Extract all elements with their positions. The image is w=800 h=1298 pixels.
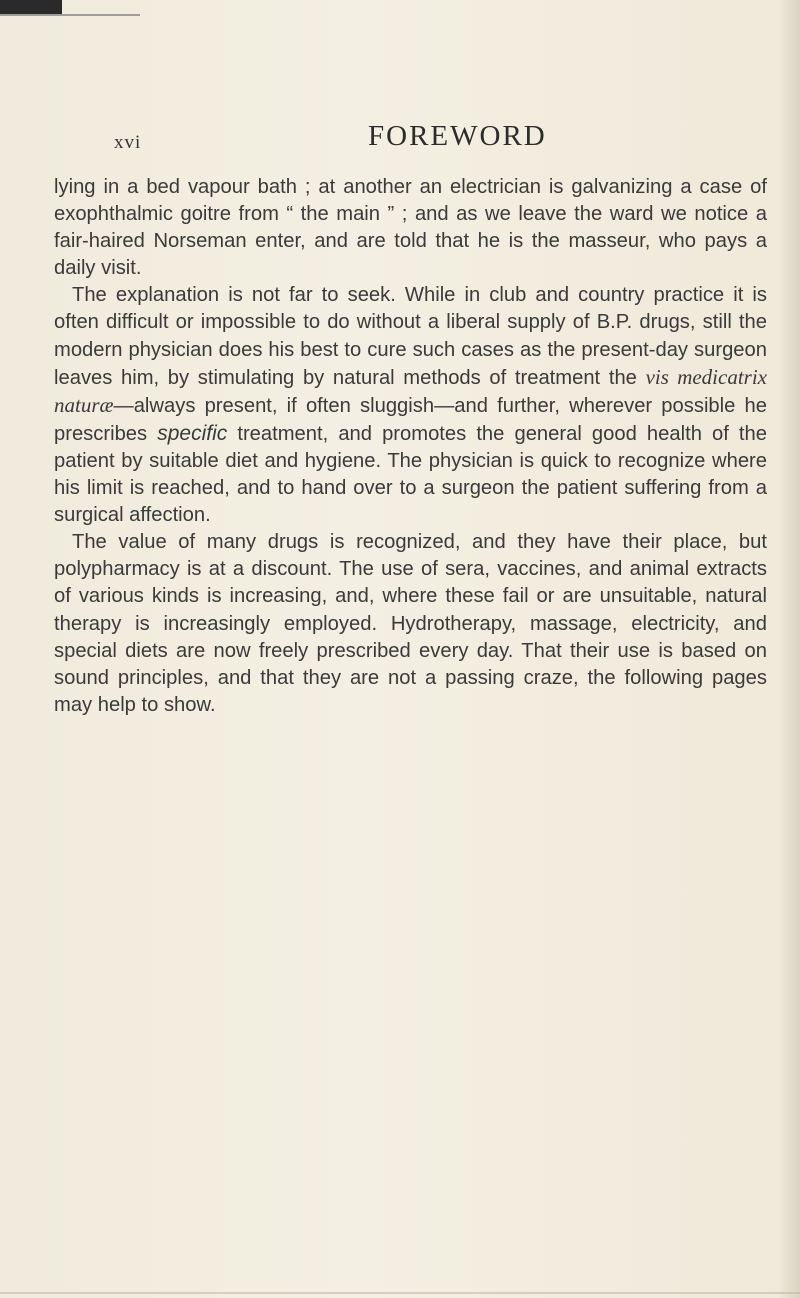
paragraph-2 bbox=[54, 282, 767, 529]
page-header bbox=[92, 120, 712, 160]
page-bottom-edge bbox=[0, 1292, 800, 1294]
paragraph-2-part-c: treatment, and promotes the general good health of the patient by suitable diet and hygiene. The physician is quick to recognize where his limit is reached, and to hand over to a surgeon the patient suffering from a surgical affection. bbox=[54, 422, 767, 527]
page-edge-shadow bbox=[778, 0, 800, 1298]
latin-phrase: vis medicatrix naturæ bbox=[54, 364, 767, 417]
specific-italic: specific bbox=[157, 421, 228, 445]
body-text bbox=[54, 174, 767, 719]
page-number: xvi bbox=[114, 132, 142, 153]
running-title: FOREWORD bbox=[368, 120, 547, 152]
paragraph-3: The value of many drugs is recognized, and they have their place, but polypharmacy is at a discount. The use of sera, vaccines, and animal extracts of various kinds is increasing, and, where these fail or are unsuitable, natural therapy is increasingly employed. Hydrotherapy, massage, electricity, and special diets are now freely prescribed every day. That their use is based on sound principles, and that they are not a passing craze, the following pages may help to show. bbox=[54, 531, 767, 716]
scan-edge-line bbox=[0, 14, 140, 16]
scan-corner-mark bbox=[0, 0, 62, 14]
paragraph-2-part-b: —always present, if often sluggish—and further, wherever possible he prescribes bbox=[54, 394, 767, 445]
paragraph-1: lying in a bed vapour bath ; at another an electrician is galvanizing a case of exophthalmic goitre from “ the main ” ; and as we leave the ward we notice a fair-haired Norseman enter, and are told that he is the masseur, who pays a daily visit. bbox=[54, 176, 767, 280]
paragraph-2-part-a: The explanation is not far to seek. While in club and country practice it is often difficult or impossible to do without a liberal supply of B.P. drugs, still the modern physician does his best to cure such cases as the present-day surgeon leaves him, by stimulating by natural methods of treatment the bbox=[54, 284, 767, 389]
